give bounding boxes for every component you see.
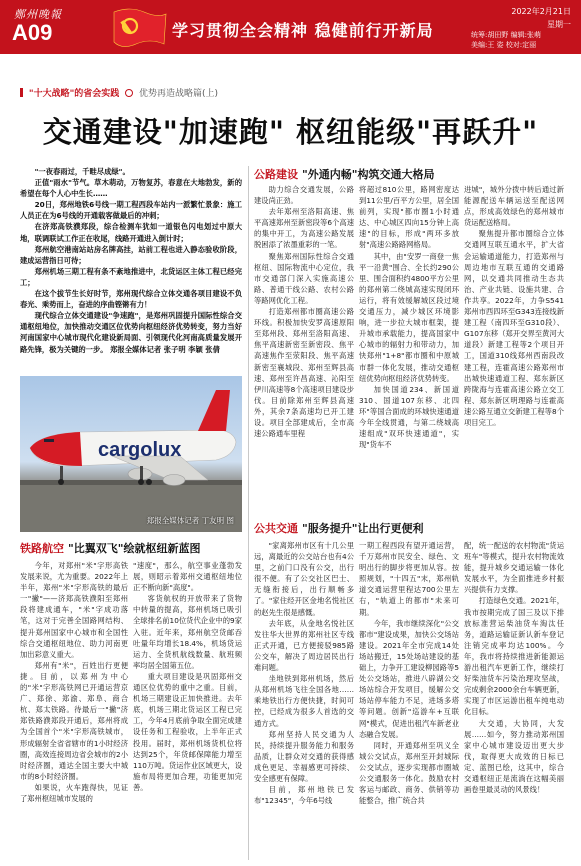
paragraph: 聚焦提升都市圈综合立体交通网互联互通水平，扩大省会运输通道能力，打造郑州与周边地市互联互通的交通路网，以交通共同推动生态共治、产业共链、设施共建、合作共享。2022年，力争S541郑州市西四环至G343连接线新建工程（南四环至G310段）、G107东移（郑开交界至黄河大道段）新建工程等2个项目开工，国道310线郑州西南段改建工程，连霍高速公路郑州市出城快速通道工程、郑东新区跨陇海与连霍高速公路立交工程、郑东新区明理路与连霍高速公路互通立交新建工程等8个项目完工。 [464, 229, 564, 427]
section-title: "外通内畅"构筑交通大格局 [302, 168, 435, 181]
paragraph: 客货航权的开放带来了货物中转量的提高，郑州机场已吸引全球排名前10位货代企业中的9家入驻。近年来，郑州航空货邮吞吐量年均增长18.4%，机场货运运力、全货机航线数量、航班频率均居全国第五位。 [133, 594, 242, 670]
series-name: 优势再造战略篇(上) [139, 89, 219, 99]
party-flag-icon [110, 4, 168, 50]
section-transit-heading [254, 520, 423, 536]
lead-paragraph: 在这个拔节生长好时节，郑州现代综合立体交通各项目建设不负春光、乘势而上，奋进的序曲铿锵有力！ [20, 289, 242, 310]
section-kicker: 公共交通 [254, 522, 298, 535]
paragraph: 将超过810公里，路网密度达到11公里/百平方公里，居全国前列，实现"都市圈1小时通达、中心城区四向15分钟上高速"的目标，形成"两环多放射"高速公路路网格局。 [359, 185, 459, 250]
section-rail-heading [20, 540, 200, 556]
page-number: A09 [12, 20, 53, 45]
section-title: "比翼双飞"绘就枢纽新蓝图 [68, 542, 201, 555]
staff-credits [471, 30, 571, 50]
lead-paragraph: 正值"雨水"节气。草木萌动，万物复苏，春意在大地勃发，新的希望在每个人心中生长…… [20, 178, 242, 199]
masthead-slogan: 学习贯彻全会精神 稳健前行开新局 [172, 21, 434, 40]
lead-paragraph: "一夜春雨过，千畦尽成绿"。 [34, 167, 130, 176]
section-kicker: 铁路航空 [20, 542, 64, 555]
issue-date [511, 6, 571, 30]
paragraph: 郑州坚持人民交通为人民，持续提升服务能力和服务品质，让群众对交通的获得感成色更足、幸福感更可持续、安全感更有保障。 [254, 729, 354, 783]
paragraph: "速度"，那么，航空事业蓬勃发展，则昭示着郑州交通枢纽地位正不断向新"高度"。 [133, 561, 242, 593]
paragraph: 去年底，从金地名悦社区发往华大世界的郑州社区专线正式开通，已方便接驳985路公交车，解决了周边居民出行难问题。 [254, 618, 354, 673]
rail-column-1 [20, 560, 128, 860]
transit-column-3 [464, 540, 564, 860]
paragraph: 如果说，火车跑得快，见证了郑州枢纽城市发展的 [20, 782, 128, 803]
paragraph: "家离郑州市区有十几公里远，离最近的公交站台也有4公里，之前门口没有公交，出行很不便。有了公交社区巴士、无缝衔接后，出行顺畅多了。"家住经开区金地名悦社区的赵先生很是感慨。 [254, 541, 354, 617]
staff-line: 统筹:胡田野 编辑:张萌 [471, 31, 541, 39]
paragraph: 同时，开通郑州至巩义全城公交试点，郑州至开封城际公交试点，逐步实现都市圈城公交通服务一体化。鼓励农村客运与邮政、商务、供销等功能整合，推广统合共 [359, 740, 459, 806]
paragraph: 今年，我市继续深化"公交都市"建设成果，加快公交场站建设。2021年全市完成14处场站搬迁，15处场站建设的基础上，力争开工建设柳园路等5处公交场站，推进八辟湖公交场站综合开发项目，缓解公交场站停车能力不足，进场多塔等问题。创新"巡游车+互联网"模式，促进出租汽车新老业态融合发展。 [359, 618, 459, 739]
road-column-3 [464, 184, 564, 508]
tag-bar-icon [20, 88, 23, 97]
cargo-plane-photo [20, 376, 242, 532]
paragraph: 聚焦郑州国际性综合交通枢纽、国际物流中心定位，我市交通部门深入实施高速公路、普通干线公路、农村公路等路网优化工程。 [254, 251, 354, 305]
lead-paragraph: 郑州航空港南站站房名牌高挂，站前工程也进入静态验收阶段，建成运营指日可待； [20, 244, 242, 265]
issue-weekday: 星期一 [547, 20, 571, 29]
paragraph: 加快国道234、新国道310、国道107东移、北四环"等国合面成的环城快速通道今年全线贯通，与第二绕城高速组成"双环快速通道"，实现"货车不 [359, 384, 459, 450]
rail-column-2 [133, 560, 242, 860]
paragraph: 其中，由"安罗一商登一焦平一沿黄"围合、全长约290公里、围合面积约4800平方公里的郑州第二绕城高速实现闭环运行，将有效缓解城区段过境交通压力，减少城区环境影响，进一步拉大城市框架，提升城市承载能力，提高国家中心城市的辐射力和带动力，加快郑州"1+8"都市圈和中原城市群一体化发展，推动交通枢纽优势向枢纽经济优势转变。 [359, 251, 459, 383]
road-column-2 [359, 184, 459, 508]
transit-column-1 [254, 540, 354, 860]
newspaper-logo: 鄭州晚報 [14, 8, 62, 21]
paragraph: 一期工程西段有望开通运营，千万郑州市民安全、绿色、文明出行的脚步将更加从容。按照规划，"十四五"末，郑州轨道交通运营里程达700公里左右，"轨道上的都市"未来可期。 [359, 541, 459, 617]
section-title: "服务提升"让出行更便利 [302, 522, 424, 535]
lead-paragraph: 在济郑高铁濮郑段，综合检测车犹如一道银色闪电划过中原大地，联调联试工作正在收尾，线路开通进入倒计时； [20, 222, 242, 243]
transit-column-2 [359, 540, 459, 860]
paragraph: 坐地铁到郑州机场，然后从郑州机场飞往全国各地……乘地铁出行方便快捷，时间可控，已经成为很多人首选的交通方式。 [254, 674, 354, 728]
paragraph: 进城"，城外分拨中转后通过新能源配送车辆运送至配送网点，形成高效绿色的郑州城市货运配送格局。 [464, 185, 564, 228]
lead-paragraph: 20日，郑州地铁6号线一期工程西段车站内一派繁忙景象：施工人员正在为6号线的开通载客做最后的冲刺； [20, 200, 242, 221]
paragraph: 助力综合交通发展，公路建设尚正劲。 [254, 185, 354, 206]
main-headline: 交通建设"加速跑" 枢纽能级"再跃升" [42, 115, 539, 149]
road-column-1 [254, 184, 354, 508]
lead-article [20, 166, 242, 370]
circle-icon [125, 89, 133, 97]
paragraph: 大交通，大协同，大发展……如今，努力推动郑州国家中心城市建设迈出更大步伐，取得更大成效的日标已定、蓝图已绘，这其中，综合交通枢纽正是流淌在这幅美丽画卷里最灵动的风景线！ [464, 718, 564, 795]
section-kicker: 公路建设 [254, 168, 298, 181]
column-divider [248, 166, 249, 860]
section-road-heading [254, 166, 434, 182]
paragraph: 郑州有"米"，百姓出行更便捷。目前，以郑州为中心的"米"字形高铁网已开通运营京广、郑徐、郑渝、郑阜、商合杭、郑太铁路。待最后一"撇"济郑铁路濮郑段开通后，郑州将成为全国首个"米"字形高铁城市，形成辐射全省省辖市的1小时经济圈，高效连接周边省会城市的2小时经济圈，通达全国主要大中城市的8小时经济圈。 [20, 660, 128, 781]
paragraph: 目前，郑州地铁已发布"12345"，今年6号线 [254, 785, 354, 806]
issue-date-text: 2022年2月21日 [511, 7, 571, 16]
masthead [0, 0, 581, 54]
paragraph: 重大项目建设是巩固郑州交通区位优势的重中之重。目前，机场三期建设正加快推进。去年底，机场三期北货运区工程已完工，今年4月底前争取全面完成建设任务和工程验收，上半年正式投用。届时，郑州机场货机位将达到25个，年货邮保障能力增至110万吨。货运作业区域更大，设施布局将更加合理，功能更加完善。 [133, 671, 242, 792]
plane-livery-text: cargolux [98, 439, 182, 461]
paragraph: 今年，对郑州"米"字形高铁发展来说，尤为重要。2022年上半年，郑州"米"字形高铁的最后一"撇"——济郑高铁濮阳至郑州段将建成通车，"米"字成功落笔，这对于完善全国路网结构、提升郑州国家中心城市和全国性综合交通枢纽地位、助力河南更加出彩意义重大。 [20, 561, 128, 659]
paragraph: 去年郑州至洛阳高速、焦平高速郑州至新密段等6个高速的集中开工，为高速公路发展脱困添了浓墨重彩的一笔。 [254, 207, 354, 250]
cargo-plane-illustration [20, 376, 242, 532]
paragraph: 打造绿色交通。2021年，我市按期完成了国三及以下排放标准营运柴油货车淘汰任务，道路运输证新认新车登记注销完成率均达100%。今年，我市将持续推进新能源运游出租汽车更新工作，继续打好柴油货车污染治理攻坚战，完成剩余2000余台车辆更新，实现了市区运游出租车纯电动化目标。 [464, 596, 564, 717]
column-name: "十大战略"的省会实践 [28, 89, 120, 99]
staff-line: 美编:王 姿 校对:定丽 [471, 41, 537, 49]
photo-caption: 郑报全媒体记者 丁友明 图 [146, 516, 234, 525]
paragraph: 配，统一配送的农村物流"货运班车"等模式，提升农村物流效能，提升城乡交通运输一体化发展水平，为全面推进乡村振兴提供有力支撑。 [464, 541, 564, 595]
column-tagline [20, 86, 218, 100]
lead-paragraph: 现代综合立体交通建设"争速跑"，是郑州巩固提升国际性综合交通枢纽地位，加快推动交通区位优势向枢纽经济优势转变，努力当好河南国家中心城市现代化建设新局面、引领现代化河南高质量发展开路先锋，极为关键的一步。 郑报全媒体记者 张子明 李颖 张倩 [20, 311, 242, 354]
paragraph: 打造郑州都市圈高速公路环线。积极加快安罗高速原阳至郑州段、郑州至洛阳高速、焦平高速新密至新密段、焦平高速焦作至荥阳段、焦平高速新密至襄城段、郑州至辉县高速、郑州至许昌高速、沁阳至伊川高速等8个高速项目建设步伐。目前除郑州至辉县高速外，其余7条高速均已开工建设。项目全部建成后，全市高速公路通车里程 [254, 307, 354, 439]
lead-paragraph: 郑州机场三期工程有条不紊地推进中，北货运区主体工程已经完工； [20, 266, 242, 287]
